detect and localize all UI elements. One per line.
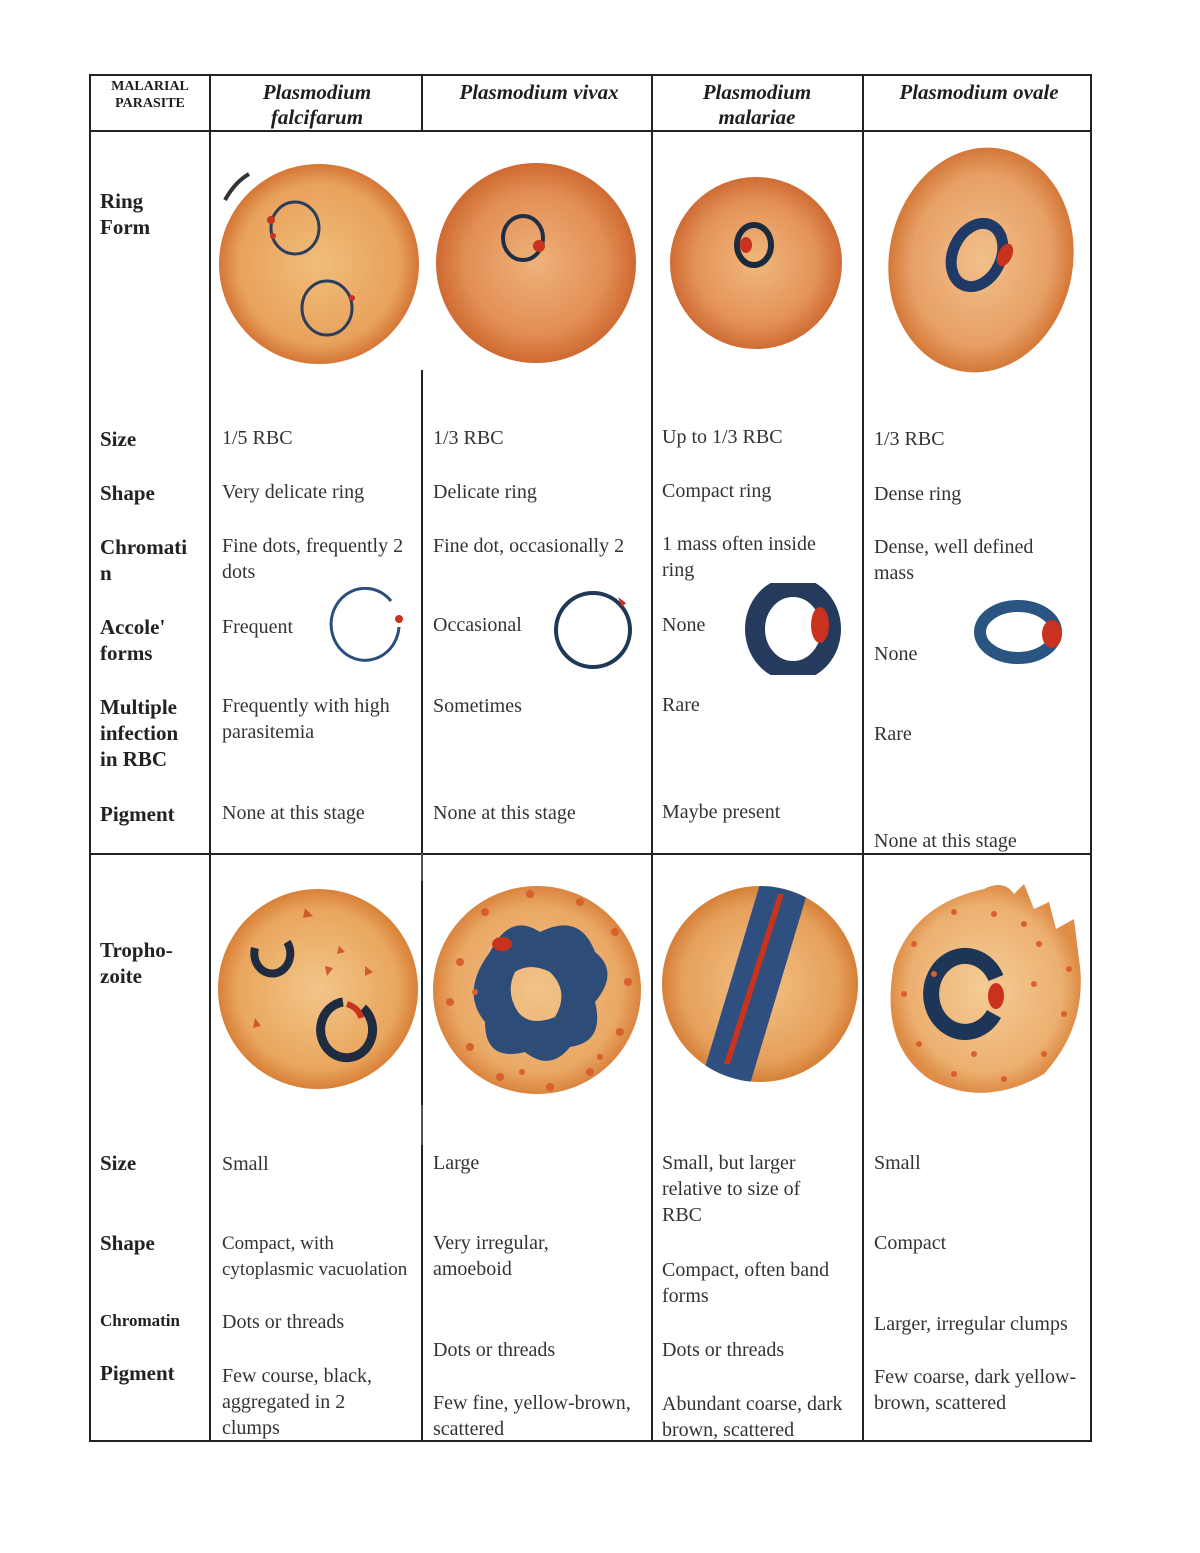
vivax-tropho-size: Large (433, 1152, 480, 1174)
header-falciparum: Plasmodium falcifarum (262, 80, 372, 129)
tropho-chromatin-label: Chromatin (100, 1311, 180, 1330)
ovale-ring-shape: Dense ring (874, 483, 962, 505)
vivax-tropho-shape: Very irregular, amoeboid (433, 1232, 549, 1280)
vivax-ring-pigment: None at this stage (433, 802, 576, 824)
chromatin-mass (988, 983, 1004, 1009)
red-blood-cell (891, 884, 1081, 1093)
ovale-ring-multiple: Rare (874, 723, 912, 745)
ovale-ring-image (885, 143, 1077, 377)
vivax-trophozoite-image (430, 872, 644, 1102)
vivax-ring-multiple: Sometimes (433, 695, 522, 717)
red-blood-cell (218, 889, 418, 1089)
vivax-ring-shape: Delicate ring (433, 481, 537, 503)
column-divider (862, 74, 864, 1442)
ring-multiple-label: Multiple infection in RBC (100, 695, 179, 771)
red-blood-cell (433, 886, 641, 1094)
header-ovale: Plasmodium ovale (899, 80, 1059, 104)
chromatin-dot (349, 295, 355, 301)
falciparum-ring-size: 1/5 RBC (222, 427, 293, 449)
malariae-ring-shape: Compact ring (662, 480, 772, 502)
tropho-size-label: Size (100, 1151, 137, 1175)
malarial-parasite-header: MALARIAL PARASITE (111, 79, 189, 111)
falciparum-tropho-shape: Compact, with cytoplasmic vacuolation (222, 1233, 408, 1280)
falciparum-tropho-size: Small (222, 1153, 269, 1175)
chromatin-dot (270, 233, 276, 239)
ovale-tropho-chromatin: Larger, irregular clumps (874, 1313, 1068, 1335)
falciparum-ring-accole: Frequent (222, 616, 294, 638)
ovale-ring-size: 1/3 RBC (874, 428, 945, 450)
malariae-accole-icon (745, 583, 841, 675)
malariae-ring-accole: None (662, 614, 706, 636)
column-divider (651, 74, 653, 1442)
malariae-trophozoite-image (660, 884, 860, 1084)
red-blood-cell (436, 163, 636, 363)
malariae-ring-size: Up to 1/3 RBC (662, 426, 783, 448)
malariae-tropho-pigment: Abundant coarse, dark brown, scattered (662, 1393, 843, 1441)
vivax-ring-size: 1/3 RBC (433, 427, 504, 449)
ring-size-label: Size (100, 427, 137, 451)
malariae-tropho-shape: Compact, often band forms (662, 1259, 830, 1307)
column-divider (421, 1105, 423, 1145)
falciparum-ring-shape: Very delicate ring (222, 481, 365, 503)
ovale-trophozoite-image (874, 874, 1092, 1100)
chromatin-mass (492, 937, 512, 951)
ovale-ring-pigment: None at this stage (874, 830, 1017, 852)
falciparum-ring-pigment: None at this stage (222, 802, 365, 824)
ring-pigment-label: Pigment (100, 802, 175, 826)
column-divider (421, 74, 423, 132)
ovale-accole-icon (970, 598, 1070, 666)
malariae-tropho-size: Small, but larger relative to size of RBC (662, 1152, 801, 1226)
falciparum-tropho-pigment: Few course, black, aggregated in 2 clumps (222, 1365, 372, 1439)
vivax-ring-chromatin: Fine dot, occasionally 2 (433, 535, 625, 557)
tropho-shape-label: Shape (100, 1231, 155, 1255)
column-divider (209, 74, 211, 1442)
chromatin-dot (267, 216, 275, 224)
falciparum-ring-chromatin: Fine dots, frequently 2 dots (222, 535, 404, 583)
cell-edge-mark (225, 174, 249, 200)
vivax-tropho-chromatin: Dots or threads (433, 1339, 556, 1361)
malariae-ring-image (668, 175, 844, 351)
malariae-ring-chromatin: 1 mass often inside ring (662, 533, 816, 581)
falciparum-accole-icon (325, 587, 407, 669)
malariae-ring-multiple: Rare (662, 694, 700, 716)
header-malariae: Plasmodium malariae (702, 80, 812, 129)
column-divider (421, 853, 423, 881)
ovale-ring-chromatin: Dense, well defined mass (874, 536, 1034, 584)
falciparum-trophozoite-image (215, 886, 421, 1092)
ovale-tropho-shape: Compact (874, 1232, 947, 1254)
vivax-accole-icon (548, 587, 638, 671)
vivax-tropho-pigment: Few fine, yellow-brown, scattered (433, 1392, 631, 1440)
malariae-tropho-chromatin: Dots or threads (662, 1339, 785, 1361)
ovale-tropho-pigment: Few coarse, dark yellow-brown, scattered (874, 1366, 1077, 1414)
malariae-ring-pigment: Maybe present (662, 801, 781, 823)
ovale-tropho-size: Small (874, 1152, 921, 1174)
falciparum-ring-image (215, 160, 423, 370)
ring-shape-label: Shape (100, 481, 155, 505)
header-divider (89, 130, 1092, 132)
vivax-ring-image (433, 160, 639, 366)
vivax-ring-accole: Occasional (433, 614, 522, 636)
ring-chromatin-label: Chromati n (100, 535, 188, 585)
chromatin-dot (533, 240, 545, 252)
tropho-pigment-label: Pigment (100, 1361, 175, 1385)
red-blood-cell (885, 143, 1077, 377)
trophozoite-label: Tropho- zoite (100, 938, 173, 988)
ring-form-label: Ring Form (100, 189, 151, 239)
falciparum-ring-multiple: Frequently with high parasitemia (222, 695, 390, 743)
header-vivax: Plasmodium vivax (459, 80, 619, 104)
falciparum-tropho-chromatin: Dots or threads (222, 1311, 345, 1333)
column-divider (421, 370, 423, 1442)
ovale-ring-accole: None (874, 643, 918, 665)
ring-accole-label: Accole' forms (100, 615, 166, 665)
chromatin-mass (740, 237, 752, 253)
